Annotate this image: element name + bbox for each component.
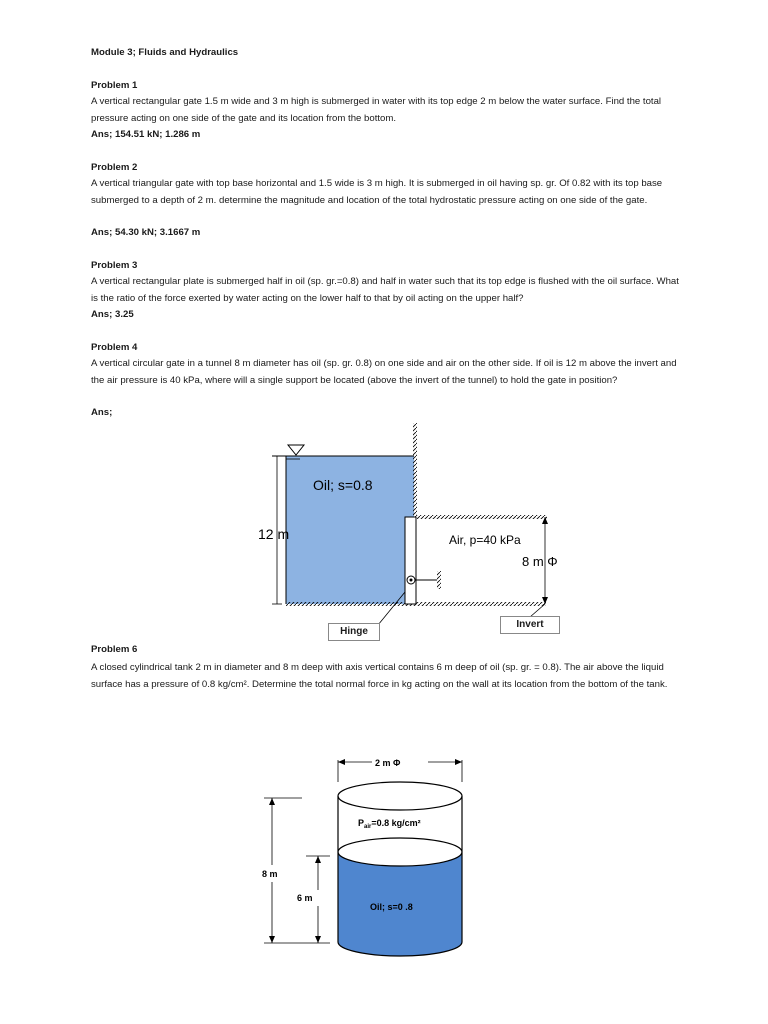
oil-surface [338,838,462,866]
cylinder-tank-figure [250,745,480,960]
tunnel-gate-figure [240,420,580,645]
problem-3-heading: Problem 3 [91,260,138,271]
tank-top [338,782,462,810]
problem-2-answer: Ans; 54.30 kN; 3.1667 m [91,227,201,238]
problem-6-heading: Problem 6 [91,644,138,655]
problem-4-text: A vertical circular gate in a tunnel 8 m diameter has oil (sp. gr. 0.8) on one side and air on the other side. If oil is 12 m above the invert and the air pressure is 40 kPa, where will a single support be located (above the invert of the tunnel) to hold the gate in position? [91,358,677,386]
water-surface-marker [288,445,304,455]
problem-2-heading: Problem 2 [91,162,138,173]
tank-diameter-label: 2 m Φ [375,758,401,768]
invert-label: Invert [500,616,560,634]
gate [405,517,416,604]
oil-label: Oil; s=0.8 [313,477,373,493]
problem-3-text: A vertical rectangular plate is submerged half in oil (sp. gr.=0.8) and half in water such that its top edge is flushed with the oil surface. What is the ratio of the force exerted by water acting on the lower half to that by oil acting on the upper half? [91,276,679,304]
problem-4-heading: Problem 4 [91,342,138,353]
hinge-label: Hinge [328,623,380,641]
document-title: Module 3; Fluids and Hydraulics [91,47,239,58]
diameter-label: 8 m Φ [522,554,558,569]
air-label: Air, p=40 kPa [449,533,521,547]
air-pressure-label: $P_{air}=0.8$ kg/cm² [358,818,421,830]
problem-1-heading: Problem 1 [91,80,138,91]
oil-depth-label: 6 m [297,893,313,903]
tank-oil-label: Oil; s=0 .8 [370,902,413,912]
tank-height-label: 8 m [262,869,278,879]
height-label: 12 m [258,526,290,542]
problem-1-answer: Ans; 154.51 kN; 1.286 m [91,129,201,140]
problem-1-text: A vertical rectangular gate 1.5 m wide and 3 m high is submerged in water with its top edge 2 m below the water surface. Find the total pressure acting on one side of the gate and its location from the bottom. [91,96,662,124]
problem-4-answer: Ans; [91,407,113,418]
problem-3-answer: Ans; 3.25 [91,309,134,320]
problem-2-text: A vertical triangular gate with top base horizontal and 1.5 wide is 3 m high. It is submerged in oil having sp. gr. Of 0.82 with its top base submerged to a depth of 2 m. determine the magnitude and location of the total hydrostatic pressure acting on one side of the gate. [91,178,663,206]
problem-6-text: A closed cylindrical tank 2 m in diameter and 8 m deep with axis vertical contains 6 m deep of oil (sp. gr. = 0.8). The air above the liquid surface has a pressure of 0.8 kg/cm². Determine the total normal force in kg acting on the wall at its location from the bottom of the tank. [91,662,668,690]
